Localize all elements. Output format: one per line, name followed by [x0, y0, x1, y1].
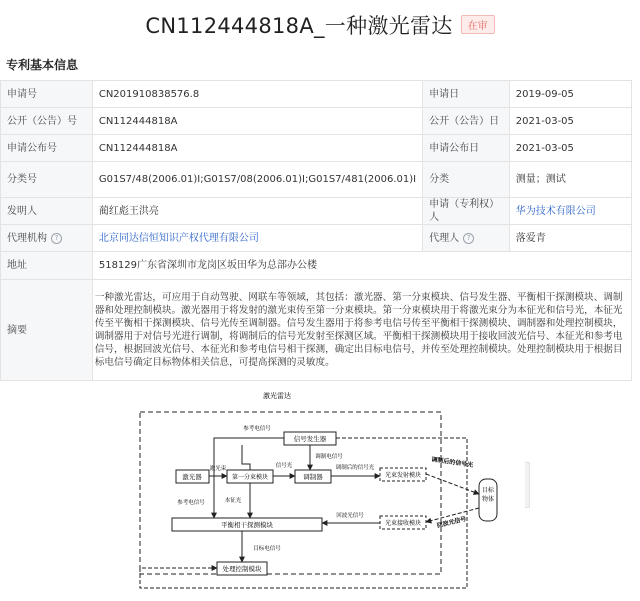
abstract-label: 摘要: [1, 280, 93, 381]
receive-label: 光束接收模块: [384, 520, 422, 527]
app-publication-no-value: CN112444818A: [92, 135, 422, 162]
table-row: [1, 162, 632, 198]
application-no-label: 申请号: [1, 81, 93, 108]
help-icon[interactable]: ?: [51, 233, 62, 244]
category-value: 测量；测试: [509, 162, 631, 198]
echo-light-text: 回波光信号: [336, 513, 364, 519]
splitter-label: 第一分束模块: [231, 474, 269, 481]
agent-label-cell: [423, 225, 510, 252]
table-row: [1, 225, 632, 252]
target-label-part: 物体: [481, 496, 495, 503]
publication-date-value: 2021-03-05: [509, 108, 631, 135]
modulator-label: 调制器: [303, 473, 323, 481]
echo-light-2-text: 回波光信号: [436, 515, 468, 530]
ref-signal-text: 参考电信号: [243, 426, 271, 432]
table-row: [1, 198, 632, 225]
mod-signal-text: 调制电信号: [315, 454, 343, 460]
target-signal-text: 目标电信号: [253, 546, 281, 552]
page-title: CN112444818A_一种激光雷达: [145, 14, 453, 38]
agency-label: 代理机构: [7, 232, 47, 244]
laser-label: 激光器: [182, 473, 202, 481]
publication-date-label: 公开（公告）日: [423, 108, 510, 135]
app-publication-date-value: 2021-03-05: [509, 135, 631, 162]
agent-value: 落爱青: [509, 225, 631, 252]
help-icon[interactable]: ?: [463, 233, 474, 244]
inventor-label: 发明人: [1, 198, 93, 225]
applicant-cell: [509, 198, 631, 225]
table-row: [1, 81, 632, 108]
app-publication-no-label: 申请公布号: [1, 135, 93, 162]
table-row: [1, 252, 632, 280]
table-row: [1, 280, 632, 381]
status-badge: 在审: [461, 15, 495, 34]
figure-background: [107, 384, 525, 596]
address-value: 518129广东省深圳市龙岗区坂田华为总部办公楼: [92, 252, 631, 280]
classification-label: 分类号: [1, 162, 93, 198]
abstract-value: 一种激光雷达，可应用于自动驾驶、网联车等领域，其包括：激光器、第一分束模块、信号发生器、平衡相干探测模块、调制器和处理控制模块。激光器用于将发射的激光束传至第一分束模块。第一分束模块用于将激光束分为本征光和信号光，本征光传至平衡相干探测模块、信号光传至调制器。信号发生器用于将参考电信号传至平衡相干探测模块、调制器和处理控制模块，调制器用于对信号光进行调制，将调制后的信号光发射至探测区域。平衡相干探测模块用于接收回波光信号、本征光和参考电信号，根据回波光信号、本征光和参考电信号相干探测，确定出目标电信号，并传至处理控制模块。处理控制模块用于根据目标电信号确定目标物体相关信息，可提高探测的灵敏度。: [92, 280, 631, 381]
ref-signal-2-text: 参考电信号: [177, 500, 205, 506]
agency-label-cell: [1, 225, 93, 252]
table-row: [1, 108, 632, 135]
publication-no-label: 公开（公告）号: [1, 108, 93, 135]
transmit-label: 光束发射模块: [384, 472, 422, 479]
figure-title: 激光雷达: [263, 392, 291, 400]
agent-label: 代理人: [429, 232, 460, 244]
agency-link[interactable]: 北京同达信恒知识产权代理有限公司: [98, 232, 259, 244]
laser-beam-text: 激光束: [209, 466, 227, 472]
local-light-text: 本征光: [224, 498, 242, 504]
app-publication-date-label: 申请公布日: [423, 135, 510, 162]
modulated-light-text: 调制后的信号光: [335, 465, 375, 471]
section-title: 专利基本信息: [6, 58, 79, 72]
signal-light-text: 信号光: [275, 463, 293, 469]
application-no-value: CN201910838576.8: [92, 81, 422, 108]
patent-figure[interactable]: [107, 384, 525, 596]
publication-no-value: CN112444818A: [92, 108, 422, 135]
controller-label: 处理控制模块: [222, 565, 262, 573]
signal-generator-label: 信号发生器: [293, 435, 327, 443]
application-date-value: 2019-09-05: [509, 81, 631, 108]
patent-info-table: [0, 80, 632, 381]
block-diagram: [107, 384, 525, 596]
applicant-label: 申请（专利权）人: [423, 198, 510, 225]
address-label: 地址: [1, 252, 93, 280]
page-header: [0, 10, 640, 40]
inventor-value: 蔺红彪王洪亮: [92, 198, 422, 225]
applicant-link[interactable]: 华为技术有限公司: [515, 205, 596, 217]
table-row: [1, 135, 632, 162]
classification-value: G01S7/48(2006.01)I;G01S7/08(2006.01)I;G01S7/481(2006.01)I: [92, 162, 422, 198]
category-label: 分类: [423, 162, 510, 198]
detector-label: 平衡相干探测模块: [221, 521, 273, 529]
target-label-part: 目标: [481, 487, 495, 494]
application-date-label: 申请日: [423, 81, 510, 108]
modulated-light-2-text: 调制后的信号光: [430, 456, 474, 469]
agency-cell: [92, 225, 422, 252]
